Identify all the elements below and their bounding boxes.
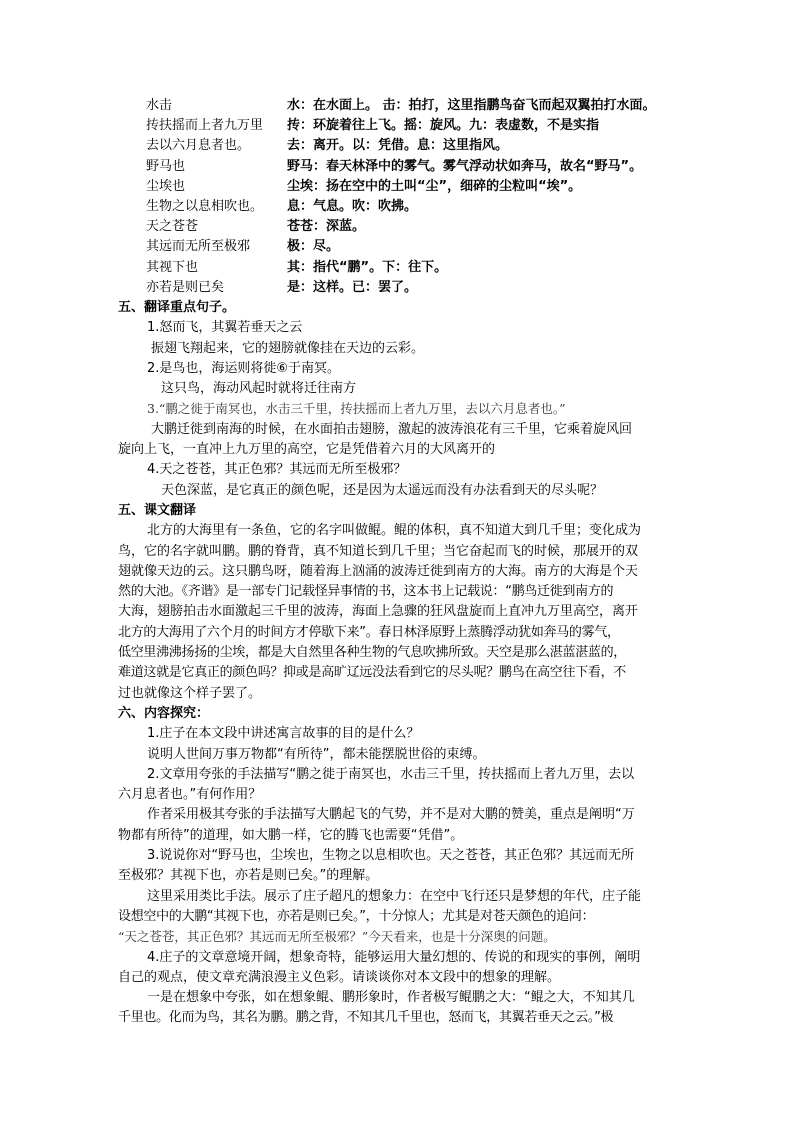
glossary-term: 去以六月息者也。 [146,138,251,154]
section-heading: 五、翻译重点句子。 [118,300,236,315]
text-line: 3.“鹏之徙于南冥也，水击三千里，抟扶摇而上者九万里，去以六月息者也。” [147,401,566,417]
section-heading: 五、课文翻译 [118,502,197,518]
text-line: 大海，翅膀拍击水面激起三千里的波涛，海面上急骤的狂风盘旋而上直冲九万里高空，离开 [118,604,639,620]
text-line: 鸟，它的名字就叫鹏。鹏的脊背，真不知道长到几千里；当它奋起而飞的时候，那展开的双 [118,543,639,559]
glossary-term: 天之苍苍 [146,219,199,235]
text-line: 大鹏迁徙到南海的时候，在水面拍击翅膀，激起的波涛浪花有三千里，它乘着旋风回 [151,421,633,437]
text-line: 北方的大海里有一条鱼，它的名字叫做鲲。鲲的体积，真不知道大到几千里；变化成为 [147,523,642,539]
glossary-term: 水击 [146,98,173,114]
glossary-term: 生物之以息相吹也。 [146,199,264,215]
text-line: 作者采用极其夸张的手法描写大鹏起飞的气势，并不是对大鹏的赞美，重点是阐明“万 [147,807,635,823]
glossary-row [146,278,706,298]
text-line: 自己的观点，使文章充满浪漫主义色彩。请谈谈你对本文段中的想象的理解。 [118,969,561,985]
glossary-definition: 去：离开。以：凭借。息：这里指风。 [287,138,509,154]
glossary-definition: 苍苍：深蓝。 [287,219,366,235]
glossary-row [146,237,706,257]
glossary-row [146,116,706,136]
glossary-term: 其视下也 [146,259,199,275]
glossary-definition: 水：在水面上。 击：拍打，这里指鹏鸟奋飞而起双翼拍打水面。 [287,98,656,114]
text-line: 1.怒而飞，其翼若垂天之云 [147,320,303,336]
section-heading: 六、内容探究： [118,705,210,721]
text-line: 至极邪？其视下也，亦若是则已矣。”的理解。 [118,868,379,884]
glossary-row [146,157,706,177]
text-line: 设想空中的大鹏“其视下也，亦若是则已矣。”，十分惊人；尤其是对苍天颜色的追问： [118,908,595,924]
text-line: 4.庄子的文章意境开阔，想象奇特，能够运用大量幻想的、传说的和现实的事例，阐明 [147,949,641,965]
text-line: 2.是鸟也，海运则将徙⑥于南冥。 [147,360,341,376]
text-line: 六月息者也。”有何作用？ [118,787,262,803]
text-line: 一是在想象中夸张，如在想象鲲、鹏形象时，作者极写鲲鹏之大：“鲲之大，不知其几 [147,990,635,1006]
text-line: 旋向上飞，一直冲上九万里的高空，它是凭借着六月的大风离开的 [118,442,496,458]
glossary-term: 其远而无所至极邪 [146,239,251,255]
text-line: 振翅飞翔起来，它的翅膀就像挂在天边的云彩。 [151,340,425,356]
glossary-definition: 极：尽。 [287,239,340,255]
text-line: 3.说说你对“野马也，尘埃也，生物之以息相吹也。天之苍苍，其正色邪？其远而无所 [147,848,635,864]
glossary-definition: 是：这样。已：罢了。 [287,279,418,295]
glossary-row [146,96,706,116]
text-line: 物都有所待”的道理，如大鹏一样，它的腾飞也需要“凭借”。 [118,827,464,843]
glossary-row [146,136,706,156]
glossary-definition: 野马：春天林泽中的雾气。雾气浮动状如奔马，故名“野马”。 [287,158,643,174]
text-line: 低空里沸沸扬扬的尘埃，都是大自然里各种生物的气息吹拂所致。天空是那么湛蓝湛蓝的， [118,645,627,661]
text-line: 翅就像天边的云。这只鹏鸟呀，随着海上汹涌的波涛迁徙到南方的大海。南方的大海是个天 [118,563,639,579]
glossary-term: 亦若是则已矣 [146,279,225,295]
glossary-definition: 抟：环旋着往上飞。摇：旋风。九：表虚数，不是实指 [287,118,600,134]
text-line: 2.文章用夸张的手法描写“鹏之徙于南冥也，水击三千里，抟扶摇而上者九万里，去以 [147,766,635,782]
document-body [118,298,676,1029]
glossary-term: 尘埃也 [146,178,186,194]
glossary-table [146,96,706,298]
text-line: 然的大池。《齐谐》是一部专门记载怪异事情的书，这本书上记载说：“鹏鸟迁徙到南方的 [118,584,614,600]
glossary-definition: 息：气息。吹：吹拂。 [287,199,418,215]
text-line: 过也就像这个样子罢了。 [118,685,262,701]
glossary-term: 野马也 [146,158,186,174]
text-line: 这里采用类比手法。展示了庄子超凡的想象力：在空中飞行还只是梦想的年代，庄子能 [147,888,642,904]
text-line: 1.庄子在本文段中讲述寓言故事的目的是什么？ [147,726,420,742]
glossary-term: 抟扶摇而上者九万里 [146,118,264,134]
glossary-row [146,197,706,217]
glossary-definition: 其：指代“鹏”。下：往下。 [287,259,448,275]
text-line: 千里也。化而为鸟，其名为鹏。鹏之背，不知其几千里也，怒而飞，其翼若垂天之云。”极 [118,1010,614,1026]
text-line: 难道这就是它真正的颜色吗？抑或是高旷辽远没法看到它的尽头呢？鹏鸟在高空往下看，不 [118,665,627,681]
text-line: 这只鸟，海动风起时就将迁往南方 [161,381,357,397]
text-line: “天之苍苍，其正色邪？其远而无所至极邪？”今天看来，也是十分深奥的问题。 [118,929,556,945]
text-line: 天色深蓝，是它真正的颜色呢，还是因为太遥远而没有办法看到天的尽头呢？ [161,482,604,498]
glossary-row [146,177,706,197]
glossary-row [146,217,706,237]
text-line: 北方的大海用了六个月的时间方才停歇下来”。春日林泽原野上蒸腾浮动犹如奔马的雾气， [118,624,620,640]
text-line: 说明人世间万事万物都“有所待”，都未能摆脱世俗的束缚。 [147,746,486,762]
text-line: 4.天之苍苍，其正色邪？其远而无所至极邪？ [147,462,407,478]
glossary-row [146,258,706,278]
glossary-definition: 尘埃：扬在空中的土叫“尘”，细碎的尘粒叫“埃”。 [287,178,582,194]
